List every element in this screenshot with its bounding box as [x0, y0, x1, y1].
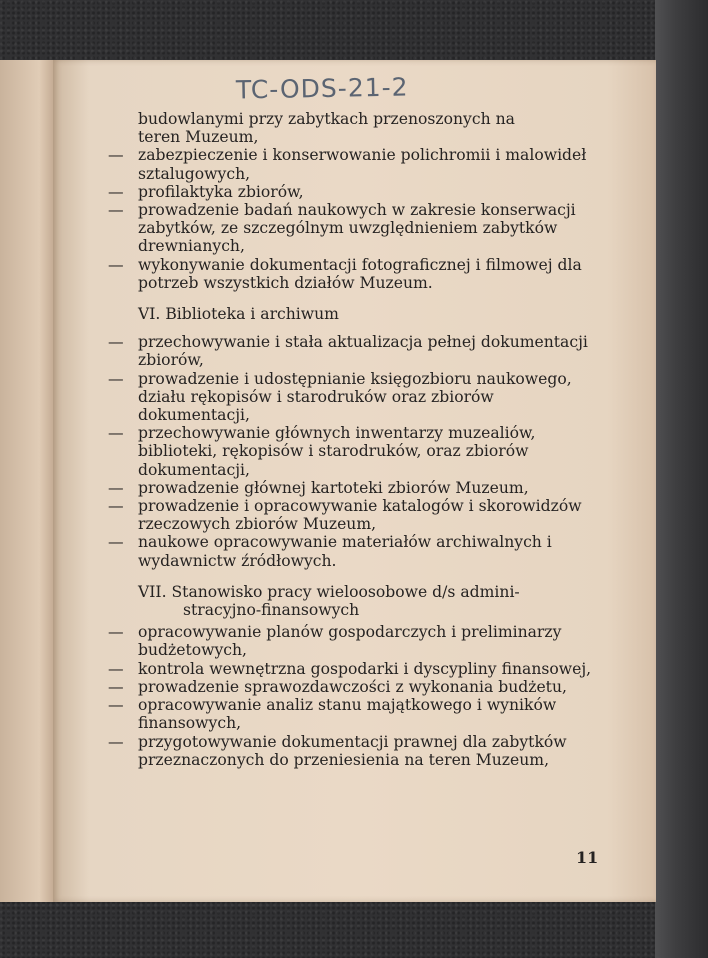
list-item-text: kontrola wewnętrzna gospodarki i dyscypliny finansowej, — [138, 659, 592, 678]
dash: — — [108, 424, 124, 443]
list-item-text: prowadzenie badań naukowych w zakresie konserwacji zabytków, ze szczególnym uwzględnieniem zabytków drewnianych, — [138, 201, 576, 256]
list-item — [108, 333, 600, 369]
list-item — [108, 678, 600, 696]
list-item — [108, 733, 600, 769]
section-vi-list — [108, 333, 600, 570]
list-item-text: opracowywanie planów gospodarczych i preliminarzy budżetowych, — [138, 623, 562, 660]
list-item-text: prowadzenie i udostępnianie księgozbioru naukowego, działu rękopisów i starodruków oraz zbiorów dokumentacji, — [138, 369, 572, 425]
dash: — — [108, 369, 124, 388]
dash: — — [108, 677, 124, 696]
dash: — — [108, 533, 124, 552]
section-v-list — [108, 146, 600, 292]
section-vii-list — [108, 623, 600, 769]
list-item — [108, 696, 600, 732]
list-item-text: wykonywanie dokumentacji fotograficznej i filmowej dla potrzeb wszystkich działów Muzeum. — [138, 255, 582, 292]
list-item — [108, 660, 600, 678]
dash: — — [108, 333, 124, 352]
list-item — [108, 497, 600, 533]
section-vii-heading-line: stracyjno-finansowych — [183, 601, 360, 620]
list-item — [108, 533, 600, 569]
list-item-text: przygotowywanie dokumentacji prawnej dla zabytków przeznaczonych do przeniesienia na teren Muzeum, — [138, 732, 567, 769]
handwritten-catalog-code: TC-ODS-21-2 — [235, 72, 409, 105]
list-item-text: prowadzenie i opracowywanie katalogów i skorowidzów rzeczowych zbiorów Muzeum, — [138, 497, 582, 534]
intro-paragraph — [108, 110, 600, 146]
section-vi-heading: VI. Biblioteka i archiwum — [138, 305, 339, 324]
page-number: 11 — [576, 848, 599, 867]
dash: — — [108, 255, 124, 274]
left-page-edge — [0, 60, 56, 902]
intro-line: teren Muzeum, — [138, 128, 259, 147]
list-item — [108, 424, 600, 479]
list-item — [108, 183, 600, 201]
list-item — [108, 256, 600, 292]
list-item — [108, 201, 600, 256]
dash: — — [108, 201, 124, 220]
list-item-text: zabezpieczenie i konserwowanie polichromii i malowideł sztalugowych, — [138, 146, 587, 183]
dash: — — [108, 732, 124, 751]
list-item-text: profilaktyka zbiorów, — [138, 182, 304, 201]
section-vii-heading — [108, 583, 600, 619]
list-item-text: prowadzenie głównej kartoteki zbiorów Muzeum, — [138, 478, 529, 497]
list-item-text: prowadzenie sprawozdawczości z wykonania budżetu, — [138, 677, 567, 696]
list-item — [108, 146, 600, 182]
dash: — — [108, 478, 124, 497]
binder-edge — [655, 0, 708, 958]
dash: — — [108, 182, 124, 201]
list-item — [108, 623, 600, 659]
list-item-text: przechowywanie głównych inwentarzy muzealiów, biblioteki, rękopisów i starodruków, oraz zbiorów dokumentacji, — [138, 424, 536, 479]
dash: — — [108, 696, 124, 715]
list-item — [108, 479, 600, 497]
list-item-text: naukowe opracowywanie materiałów archiwalnych i wydawnictw źródłowych. — [138, 533, 552, 570]
dash: — — [108, 623, 124, 642]
dash: — — [108, 497, 124, 516]
list-item-text: opracowywanie analiz stanu majątkowego i wyników finansowych, — [138, 696, 557, 733]
list-item-text: przechowywanie i stała aktualizacja pełnej dokumentacji zbiorów, — [138, 333, 588, 370]
page-content — [108, 110, 600, 769]
list-item — [108, 370, 600, 425]
intro-line: budowlanymi przy zabytkach przenoszonych na — [138, 110, 515, 128]
section-vii-heading-line: VII. Stanowisko pracy wieloosobowe d/s admini- — [138, 582, 520, 601]
dash: — — [108, 146, 124, 165]
dash: — — [108, 659, 124, 678]
